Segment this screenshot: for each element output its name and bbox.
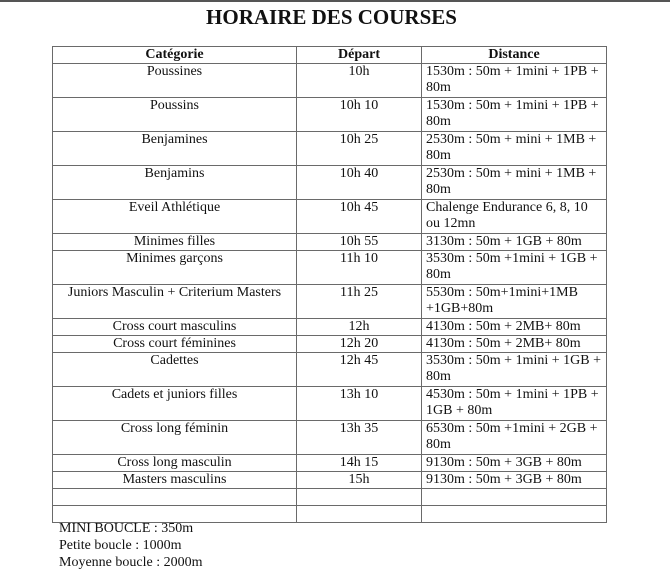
- cell-distance: 4130m : 50m + 2MB+ 80m: [422, 336, 607, 353]
- table-row: [53, 285, 607, 319]
- cell-distance: 4530m : 50m + 1mini + 1PB + 1GB + 80m: [422, 387, 607, 421]
- cell-start: [297, 506, 422, 523]
- cell-category: Minimes filles: [53, 234, 297, 251]
- table-row: [53, 234, 607, 251]
- cell-start: 10h 25: [297, 132, 422, 166]
- cell-start: 12h 20: [297, 336, 422, 353]
- cell-start: 10h 55: [297, 234, 422, 251]
- header-row: [53, 47, 607, 64]
- legend-petite-boucle: Petite boucle : 1000m: [59, 538, 182, 553]
- cell-distance: 3130m : 50m + 1GB + 80m: [422, 234, 607, 251]
- cell-distance: 4130m : 50m + 2MB+ 80m: [422, 319, 607, 336]
- header-category: Catégorie: [53, 47, 297, 64]
- table-row: [53, 387, 607, 421]
- cell-start: 10h 10: [297, 98, 422, 132]
- cell-start: 13h 35: [297, 421, 422, 455]
- cell-category: Cadets et juniors filles: [53, 387, 297, 421]
- legend-moyenne-boucle: Moyenne boucle : 2000m: [59, 555, 203, 570]
- cell-start: 10h 45: [297, 200, 422, 234]
- table-row: [53, 98, 607, 132]
- cell-start: 11h 10: [297, 251, 422, 285]
- cell-distance: 2530m : 50m + mini + 1MB + 80m: [422, 166, 607, 200]
- cell-distance: 6530m : 50m +1mini + 2GB + 80m: [422, 421, 607, 455]
- cell-category: Poussins: [53, 98, 297, 132]
- cell-start: 15h: [297, 472, 422, 489]
- cell-category: Minimes garçons: [53, 251, 297, 285]
- cell-category: Cross court féminines: [53, 336, 297, 353]
- legend-mini-boucle: MINI BOUCLE : 350m: [59, 521, 194, 536]
- top-border: [0, 0, 670, 2]
- cell-category: Cadettes: [53, 353, 297, 387]
- cell-distance: 3530m : 50m +1mini + 1GB + 80m: [422, 251, 607, 285]
- schedule-table: [52, 46, 607, 523]
- table-row: [53, 251, 607, 285]
- cell-category: Benjamines: [53, 132, 297, 166]
- header-start: Départ: [297, 47, 422, 64]
- cell-distance: 2530m : 50m + mini + 1MB + 80m: [422, 132, 607, 166]
- cell-category: Benjamins: [53, 166, 297, 200]
- table-row: [53, 319, 607, 336]
- cell-category: Cross long féminin: [53, 421, 297, 455]
- empty-row: [53, 489, 607, 506]
- table-row: [53, 472, 607, 489]
- cell-category: Poussines: [53, 64, 297, 98]
- table-row: [53, 200, 607, 234]
- cell-start: 12h: [297, 319, 422, 336]
- cell-start: 13h 10: [297, 387, 422, 421]
- cell-distance: Chalenge Endurance 6, 8, 10 ou 12mn: [422, 200, 607, 234]
- cell-distance: 3530m : 50m + 1mini + 1GB + 80m: [422, 353, 607, 387]
- cell-distance: 5530m : 50m+1mini+1MB +1GB+80m: [422, 285, 607, 319]
- cell-distance: 1530m : 50m + 1mini + 1PB + 80m: [422, 98, 607, 132]
- table-row: [53, 421, 607, 455]
- cell-start: [297, 489, 422, 506]
- table-row: [53, 166, 607, 200]
- cell-start: 14h 15: [297, 455, 422, 472]
- table-row: [53, 132, 607, 166]
- cell-category: Eveil Athlétique: [53, 200, 297, 234]
- cell-start: 11h 25: [297, 285, 422, 319]
- table-row: [53, 455, 607, 472]
- cell-distance: [422, 506, 607, 523]
- cell-start: 12h 45: [297, 353, 422, 387]
- table-row: [53, 353, 607, 387]
- cell-distance: 9130m : 50m + 3GB + 80m: [422, 455, 607, 472]
- cell-start: 10h 40: [297, 166, 422, 200]
- cell-category: Masters masculins: [53, 472, 297, 489]
- page-title: HORAIRE DES COURSES: [206, 5, 457, 29]
- cell-distance: 9130m : 50m + 3GB + 80m: [422, 472, 607, 489]
- cell-start: 10h: [297, 64, 422, 98]
- loop-legend: [59, 520, 202, 571]
- table-row: [53, 336, 607, 353]
- cell-category: [53, 489, 297, 506]
- cell-distance: [422, 489, 607, 506]
- header-distance: Distance: [422, 47, 607, 64]
- cell-distance: 1530m : 50m + 1mini + 1PB + 80m: [422, 64, 607, 98]
- cell-category: Juniors Masculin + Criterium Masters: [53, 285, 297, 319]
- table-row: [53, 64, 607, 98]
- cell-category: Cross court masculins: [53, 319, 297, 336]
- cell-category: Cross long masculin: [53, 455, 297, 472]
